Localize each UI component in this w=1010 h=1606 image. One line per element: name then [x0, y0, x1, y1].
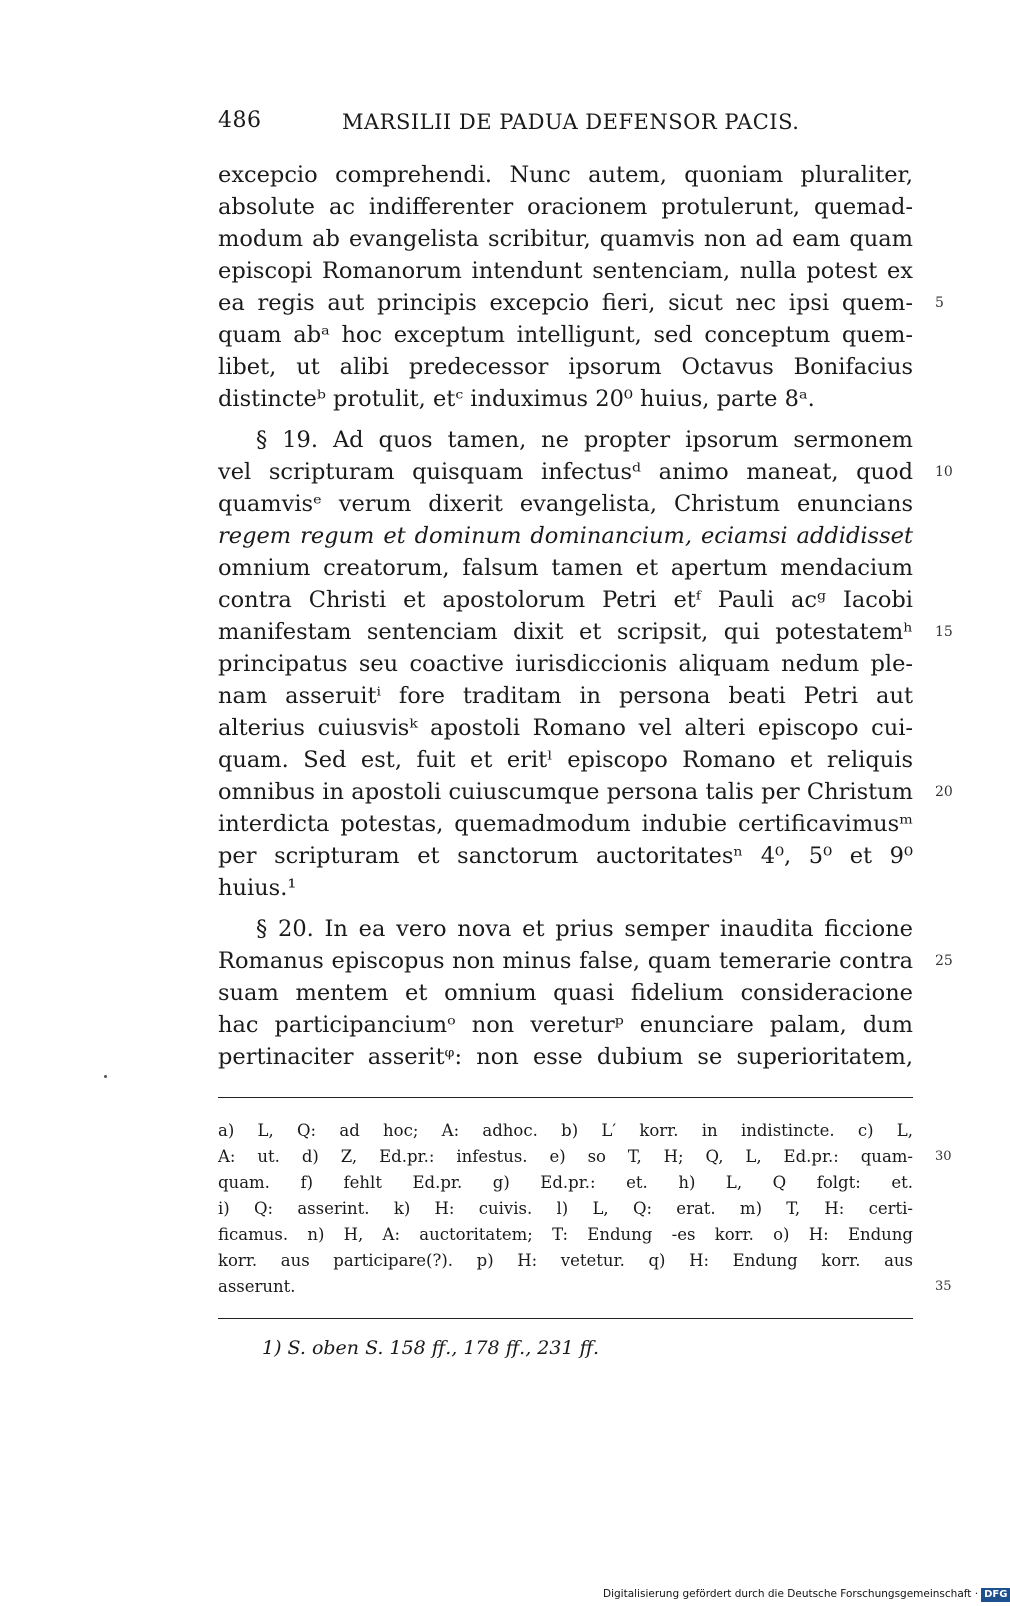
- text-line: omnibus in apostoli cuiuscumque persona talis per Christum: [218, 779, 913, 805]
- text-line: suam mentem et omnium quasi fidelium consideracione: [218, 980, 913, 1006]
- running-title: MARSILII DE PADUA DEFENSOR PACIS.: [342, 110, 800, 134]
- text-line: omnium creatorum, falsum tamen et apertum mendacium: [218, 555, 913, 581]
- text-line: pertinaciter asseritᵠ: non esse dubium se superioritatem,: [218, 1044, 913, 1070]
- dfg-logo-icon: DFG: [981, 1588, 1010, 1602]
- text-line: huius.¹: [218, 875, 297, 901]
- margin-line-number: 25: [935, 953, 953, 969]
- margin-line-number: 10: [935, 464, 953, 480]
- apparatus-line: asserunt.: [218, 1277, 296, 1296]
- text-line: libet, ut alibi predecessor ipsorum Octavus Bonifacius: [218, 354, 913, 380]
- text-line: episcopi Romanorum intendunt sentenciam, nulla potest ex: [218, 258, 913, 284]
- apparatus-line: ficamus. n) H, A: auctoritatem; T: Endung -es korr. o) H: Endung: [218, 1225, 913, 1244]
- margin-line-number: 5: [935, 295, 944, 311]
- text-line: modum ab evangelista scribitur, quamvis non ad eam quam: [218, 226, 913, 252]
- scan-speck: [104, 1075, 107, 1078]
- text-line: principatus seu coactive iurisdiccionis aliquam nedum ple-: [218, 651, 913, 677]
- running-header: [218, 108, 913, 140]
- margin-line-number: 30: [935, 1149, 952, 1164]
- digitization-credit: [603, 1586, 1008, 1602]
- text-line: vel scripturam quisquam infectusᵈ animo maneat, quod: [218, 459, 913, 485]
- reference-footnote: 1) S. oben S. 158 ff., 178 ff., 231 ff.: [262, 1337, 600, 1359]
- text-line-italic: regem regum et dominum dominancium, eciamsi addidisset: [218, 523, 913, 549]
- text-line: nam asseruitⁱ fore traditam in persona beati Petri aut: [218, 683, 913, 709]
- margin-line-number: 15: [935, 624, 953, 640]
- apparatus-rule: [218, 1097, 913, 1098]
- text-line: Romanus episcopus non minus false, quam temerarie contra: [218, 948, 913, 974]
- apparatus-line: quam. f) fehlt Ed.pr. g) Ed.pr.: et. h) L, Q folgt: et.: [218, 1173, 913, 1192]
- apparatus-line: korr. aus participare(?). p) H: vetetur. q) H: Endung korr. aus: [218, 1251, 913, 1270]
- margin-line-number: 20: [935, 784, 953, 800]
- text-line: hac participanciumᵒ non vereturᵖ enunciare palam, dum: [218, 1012, 913, 1038]
- text-line: interdicta potestas, quemadmodum indubie certificavimusᵐ: [218, 811, 913, 837]
- text-line: alterius cuiusvisᵏ apostoli Romano vel alteri episcopo cui-: [218, 715, 913, 741]
- text-line: contra Christi et apostolorum Petri etᶠ Pauli acᵍ Iacobi: [218, 587, 913, 613]
- text-line: quam abᵃ hoc exceptum intelligunt, sed conceptum quem-: [218, 322, 913, 348]
- text-line: ea regis aut principis excepcio fieri, sicut nec ipsi quem-: [218, 290, 913, 316]
- text-line: quamvisᵉ verum dixerit evangelista, Christum enuncians: [218, 491, 913, 517]
- text-line: distincteᵇ protulit, etᶜ induximus 20⁰ huius, parte 8ᵃ.: [218, 386, 815, 412]
- text-line: per scripturam et sanctorum auctoritatesⁿ 4⁰, 5⁰ et 9⁰: [218, 843, 913, 869]
- margin-line-number: 35: [935, 1279, 952, 1294]
- page-number: 486: [218, 108, 262, 133]
- credit-text: Digitalisierung gefördert durch die Deutsche Forschungsgemeinschaft ·: [603, 1588, 979, 1600]
- section-20-start: § 20. In ea vero nova et prius semper inaudita ficcione: [256, 916, 913, 942]
- section-19-start: § 19. Ad quos tamen, ne propter ipsorum sermonem: [256, 427, 913, 453]
- apparatus-line: A: ut. d) Z, Ed.pr.: infestus. e) so T, H; Q, L, Ed.pr.: quam-: [218, 1147, 913, 1166]
- apparatus-line: i) Q: asserint. k) H: cuivis. l) L, Q: erat. m) T, H: certi-: [218, 1199, 913, 1218]
- text-line: quam. Sed est, fuit et eritˡ episcopo Romano et reliquis: [218, 747, 913, 773]
- text-line: manifestam sentenciam dixit et scripsit, qui potestatemʰ: [218, 619, 913, 645]
- text-line: absolute ac indifferenter oracionem protulerunt, quemad-: [218, 194, 913, 220]
- footnote-rule: [218, 1318, 913, 1319]
- text-line: excepcio comprehendi. Nunc autem, quoniam pluraliter,: [218, 162, 913, 188]
- apparatus-line: a) L, Q: ad hoc; A: adhoc. b) L′ korr. in indistincte. c) L,: [218, 1121, 913, 1140]
